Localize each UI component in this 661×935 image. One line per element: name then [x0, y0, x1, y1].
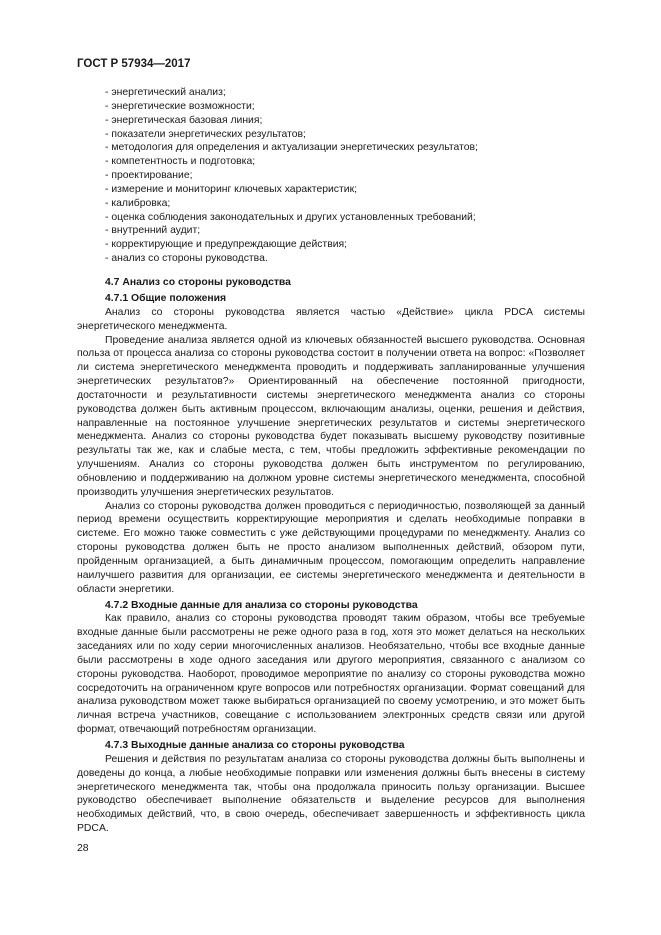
section-heading-4-7: 4.7 Анализ со стороны руководства [105, 276, 291, 288]
page-body [77, 86, 585, 836]
paragraph: Проведение анализа является одной из ключевых обязанностей высшего руководства. Основная польза от процесса анализа со стороны руководства состоит в получении ответа на вопрос: «Позволяет ли система энергетического менеджмента проводить и поддерживать запланированные улучшения энергетических результатов?» Ориентированный на обеспечение постоянной пригодности, достаточности и результативности системы энергетического менеджмента анализ со стороны руководства должен быть активным процессом, включающим анализы, оценки, решения и действия, направленные на постоянное улучшение энергетических результатов и системы энергетического менеджмента. Анализ со стороны руководства будет показывать высшему руководству позитивные результаты так же, как и слабые места, с тем, чтобы предложить эффективные рекомендации по улучшениям. Анализ со стороны руководства должен быть инструментом по регулированию, обновлению и поддерживанию на должном уровне системы энергетического менеджмента, способной производить улучшения энергетических результатов. [77, 334, 585, 498]
list-item: - внутренний аудит; [105, 225, 201, 237]
list-item: - измерение и мониторинг ключевых характеристик; [105, 183, 358, 195]
section-heading-4-7-1: 4.7.1 Общие положения [105, 292, 227, 304]
list-item: - оценка соблюдения законодательных и других установленных требований; [105, 211, 476, 223]
list-item: - калибровка; [105, 197, 171, 209]
section-heading-4-7-3: 4.7.3 Выходные данные анализа со стороны руководства [105, 739, 405, 751]
list-item: - корректирующие и предупреждающие действия; [105, 239, 348, 251]
paragraph: Анализ со стороны руководства должен проводиться с периодичностью, позволяющей за данный период времени осуществить корректирующие мероприятия и сделать необходимые поправки в системе. Его можно также совместить с уже действующими процедурами по менеджменту. Анализ со стороны руководства должен быть не просто анализом выполненных действий, обзором пути, пройденным организацией, а быть динамичным процессом, помогающим определить направление наилучшего развития для организации, ее системы энергетического менеджмента и деятельности в области энергетики. [77, 500, 585, 595]
list-item: - методология для определения и актуализации энергетических результатов; [105, 142, 478, 154]
list-item: - показатели энергетических результатов; [105, 128, 306, 140]
paragraph: Как правило, анализ со стороны руководства проводят таким образом, чтобы все требуемые входные данные были рассмотрены не реже одного раза в год, хотя это может делаться на нескольких заседаниях или по ходу серии многочисленных анализов. Необязательно, чтобы все входные данные были рассмотрены в ходе одного заседания или другого мероприятия, связанного с анализом со стороны руководства. Наоборот, проводимое мероприятие по анализу со стороны руководства можно сосредоточить на ограниченном круге вопросов или потребностях организации. Формат совещаний для анализа руководством может также выбираться организацией по своему усмотрению, и это может быть личная встреча участников, совещание с использованием электронных средств связи или другой формат, отвечающий потребностям организации. [77, 613, 585, 736]
list-item: - энергетический анализ; [105, 87, 226, 98]
page-number: 28 [77, 843, 89, 854]
paragraph: Анализ со стороны руководства является частью «Действие» цикла PDCA системы энергетического менеджмента. [77, 306, 585, 332]
bullet-list [77, 86, 585, 266]
list-item: - энергетические возможности; [105, 100, 255, 112]
list-item: - компетентность и подготовка; [105, 156, 256, 168]
section-heading-4-7-2: 4.7.2 Входные данные для анализа со стороны руководства [105, 599, 418, 611]
paragraph: Решения и действия по результатам анализа со стороны руководства должны быть выполнены и доведены до конца, а любые необходимые поправки или изменения должны быть внесены в систему энергетического менеджмента так, чтобы она продолжала приносить пользу организации. Высшее руководство обеспечивает выполнение обязательств и выделение ресурсов для выполнения необходимых действий, что, в свою очередь, обеспечивает завершенность и эффективность цикла PDCA. [77, 753, 585, 835]
list-item: - энергетическая базовая линия; [105, 114, 263, 126]
list-item: - анализ со стороны руководства. [105, 253, 268, 265]
document-header: ГОСТ Р 57934—2017 [77, 58, 191, 70]
list-item: - проектирование; [105, 170, 193, 182]
